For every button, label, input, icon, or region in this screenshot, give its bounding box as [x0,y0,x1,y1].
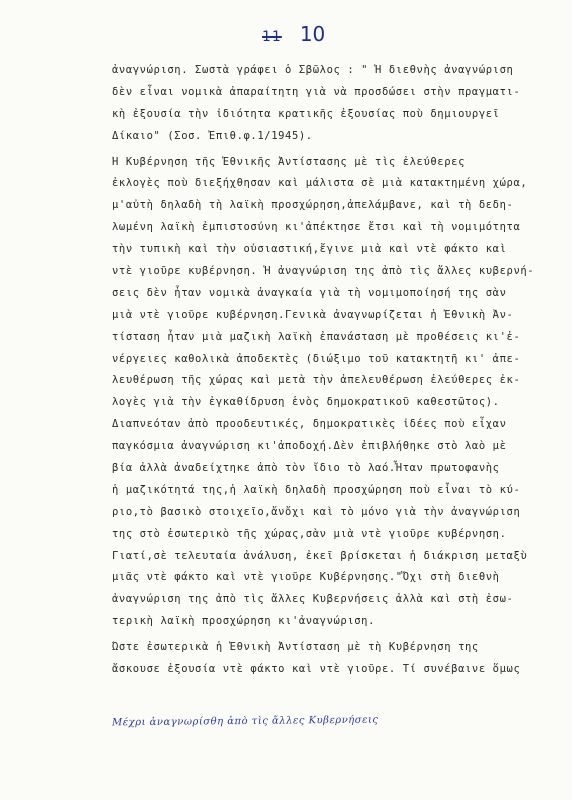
text-line: Ὥστε ἐσωτερικὰ ἡ Ἐθνικὴ Ἀντίσταση μὲ τὴ Κυβέρνηση της [112,641,479,654]
page-number [262,22,325,46]
text-line: τερικὴ λαϊκὴ προσχώρηση κι'ἀναγνώριση. [112,615,376,628]
typed-text-block [112,60,562,681]
handwritten-note: Μέχρι ἀναγνωρίσθη ἀπὸ τὶς ἄλλες Κυβερνήσεις [111,714,379,729]
text-line: λογὲς γιὰ τὴν ἐγκαθίδρυση ἑνὸς δημοκρατικοῦ καθεστῶτος). [112,396,500,409]
text-line: ἄσκουσε ἐξουσία ντὲ φάκτο καὶ ντὲ γιοῦρε. Τί συνέβαινε ὅμως [112,663,521,676]
text-line: τὴν τυπικὴ καὶ τὴν οὐσιαστική,ἔγινε μιὰ καὶ ντὲ φάκτο καὶ [112,243,507,256]
text-line: Διαπνεόταν ἀπὸ προοδευτικές, δημοκρατικὲς ἰδέες ποὺ εἶχαν [112,418,507,431]
text-line: Γιατί,σὲ τελευταία ἀνάλυση, ἐκεῖ βρίσκεται ἡ διάκριση μεταξὺ [112,549,528,562]
text-line: κὴ ἐξουσία τὴν ἰδιότητα κρατικῆς ἐξουσίας ποὺ δημιουργεῖ [112,107,500,120]
text-line: νέργειες καθολικὰ ἀποδεκτὲς (διώξιμο τοῦ κατακτητῆ κι' ἀπε- [112,352,521,365]
text-line: ἡ μαζικότητά της,ἡ λαϊκὴ δηλαδὴ προσχώρηση ποὺ εἶναι τὸ κύ- [112,483,521,496]
handwritten-page-number: 10 [299,22,326,46]
struck-page-number: 11 [262,29,282,45]
text-line: λευθέρωση τῆς χώρας καὶ μετὰ τὴν ἀπελευθέρωση ἐλεύθερες ἐκ- [112,374,521,387]
text-line: Δίκαιο" (Σοσ. Ἐπιθ.φ.1/1945). [112,129,313,142]
text-line: Ἡ Κυβέρνηση τῆς Ἐθνικῆς Ἀντίστασης μὲ τὶς ἐλεύθερες [112,155,465,168]
text-line: ριο,τὸ βασικὸ στοιχεῖο,ἄνὄχι καὶ τὸ μόνο γιὰ τὴν ἀναγνώριση [112,505,521,518]
text-line: παγκόσμια ἀναγνώριση κι'ἀποδοχή.Δὲν ἐπιβλήθηκε στὸ λαὸ μὲ [112,440,507,453]
text-line: ἐκλογὲς ποὺ διεξήχθησαν καὶ μάλιστα σὲ μιὰ κατακτημένη χώρα, [112,177,528,190]
text-line: ἀναγνώριση της ἀπὸ τὶς ἄλλες Κυβερνήσεις ἀλλὰ καὶ στὴ ἐσω- [112,593,514,606]
text-line: της στὸ ἐσωτερικὸ τῆς χώρας,σὰν μιὰ ντὲ γιοῦρε κυβέρνηση. [112,527,507,540]
text-line: μ'αὐτὴ δηλαδὴ τὴ λαϊκὴ προσχώρηση,ἀπελάμβανε, καὶ τὴ δεδη- [112,199,514,212]
text-line: ἀναγνώριση. Σωστὰ γράφει ὁ Σβῶλος : " Ἡ διεθνὴς ἀναγνώριση [112,64,514,76]
text-line: τίσταση ἦταν μιὰ μαζικὴ λαϊκὴ ἐπανάσταση μὲ προθέσεις κι'ἐ- [112,330,521,343]
text-line: δὲν εἶναι νομικὰ ἀπαραίτητη γιὰ νὰ προσδώσει στὴν πραγματι- [112,85,521,98]
text-line: μιᾶς ντὲ φάκτο καὶ ντὲ γιοῦρε Κυβέρνησης."Ὄχι στὴ διεθνὴ [112,571,500,584]
text-line: βία ἀλλὰ ἀναδείχτηκε ἀπὸ τὸν ἴδιο τὸ λαό.Ἦταν πρωτοφανὴς [112,462,500,475]
text-line: σεις δὲν ἦταν νομικὰ ἀναγκαία γιὰ τὴ νομιμοποίησή της σὰν [112,286,507,299]
text-line: μιὰ ντὲ γιοῦρε κυβέρνηση.Γενικὰ ἀναγνωρίζεται ἡ Ἐθνικὴ Ἀν- [112,308,514,321]
text-line: ντὲ γιοῦρε κυβέρνηση. Ἡ ἀναγνώριση της ἀπὸ τὶς ἄλλες κυβερνή- [112,265,535,278]
text-line: λωμένη λαϊκὴ ἐμπιστοσύνη κι'ἀπέκτησε ἔτσι καὶ τὴ νομιμότητα [112,221,521,234]
